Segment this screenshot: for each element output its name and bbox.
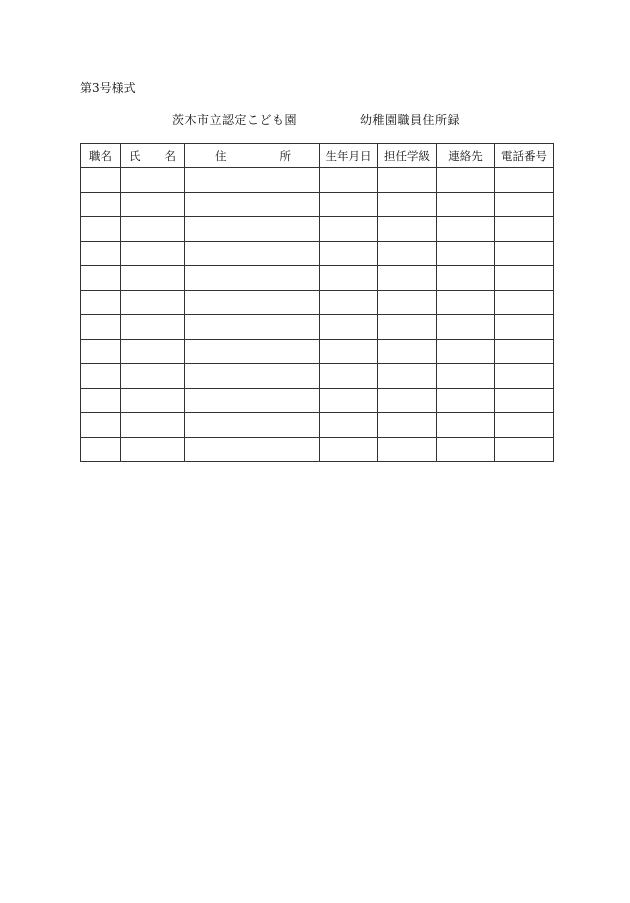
cell-position (81, 437, 121, 462)
cell-contact (437, 290, 495, 315)
cell-name (121, 192, 185, 217)
cell-class-in-charge (378, 413, 437, 438)
cell-contact (437, 217, 495, 242)
header-address-part1: 住 (215, 148, 227, 163)
cell-position (81, 315, 121, 340)
table-row (81, 388, 554, 413)
cell-class-in-charge (378, 168, 437, 193)
header-name-part1: 氏 (129, 148, 141, 163)
cell-class-in-charge (378, 266, 437, 291)
cell-class-in-charge (378, 217, 437, 242)
cell-address (185, 339, 320, 364)
table-row (81, 217, 554, 242)
cell-class-in-charge (378, 241, 437, 266)
cell-phone (495, 290, 554, 315)
cell-contact (437, 413, 495, 438)
cell-position (81, 339, 121, 364)
cell-birth-date (320, 388, 378, 413)
cell-phone (495, 437, 554, 462)
header-birth-date: 生年月日 (320, 144, 378, 168)
cell-contact (437, 388, 495, 413)
cell-birth-date (320, 339, 378, 364)
cell-class-in-charge (378, 315, 437, 340)
cell-address (185, 388, 320, 413)
header-class-in-charge: 担任学級 (378, 144, 437, 168)
cell-name (121, 388, 185, 413)
cell-class-in-charge (378, 290, 437, 315)
table-row (81, 192, 554, 217)
cell-class-in-charge (378, 339, 437, 364)
cell-contact (437, 192, 495, 217)
cell-contact (437, 364, 495, 389)
header-name (121, 144, 185, 168)
table-header-row (81, 144, 554, 168)
cell-address (185, 315, 320, 340)
document-title: 幼稚園職員住所録 (360, 113, 461, 127)
cell-phone (495, 315, 554, 340)
cell-birth-date (320, 290, 378, 315)
cell-name (121, 437, 185, 462)
cell-phone (495, 413, 554, 438)
cell-address (185, 168, 320, 193)
cell-address (185, 192, 320, 217)
cell-phone (495, 388, 554, 413)
cell-class-in-charge (378, 388, 437, 413)
cell-name (121, 290, 185, 315)
cell-address (185, 290, 320, 315)
table-row (81, 413, 554, 438)
table-body (81, 168, 554, 462)
cell-phone (495, 217, 554, 242)
header-name-part2: 名 (164, 148, 176, 163)
cell-class-in-charge (378, 192, 437, 217)
form-number: 第3号様式 (80, 81, 136, 95)
cell-contact (437, 168, 495, 193)
header-contact: 連絡先 (437, 144, 495, 168)
cell-address (185, 437, 320, 462)
cell-phone (495, 192, 554, 217)
cell-address (185, 241, 320, 266)
cell-position (81, 217, 121, 242)
cell-name (121, 266, 185, 291)
cell-contact (437, 437, 495, 462)
cell-birth-date (320, 437, 378, 462)
cell-position (81, 364, 121, 389)
cell-position (81, 290, 121, 315)
header-address (185, 144, 320, 168)
cell-phone (495, 168, 554, 193)
cell-name (121, 339, 185, 364)
table-row (81, 315, 554, 340)
cell-position (81, 266, 121, 291)
cell-name (121, 168, 185, 193)
cell-name (121, 413, 185, 438)
cell-position (81, 241, 121, 266)
cell-phone (495, 241, 554, 266)
staff-address-table (80, 143, 554, 462)
cell-birth-date (320, 217, 378, 242)
header-address-part2: 所 (279, 148, 291, 163)
cell-contact (437, 241, 495, 266)
cell-birth-date (320, 315, 378, 340)
table-row (81, 437, 554, 462)
cell-address (185, 266, 320, 291)
cell-birth-date (320, 266, 378, 291)
cell-position (81, 168, 121, 193)
cell-contact (437, 266, 495, 291)
cell-phone (495, 266, 554, 291)
cell-position (81, 413, 121, 438)
table-row (81, 364, 554, 389)
table-row (81, 266, 554, 291)
table-row (81, 339, 554, 364)
header-position: 職名 (81, 144, 121, 168)
cell-birth-date (320, 413, 378, 438)
cell-address (185, 217, 320, 242)
cell-name (121, 217, 185, 242)
cell-contact (437, 339, 495, 364)
cell-phone (495, 339, 554, 364)
cell-class-in-charge (378, 437, 437, 462)
cell-phone (495, 364, 554, 389)
cell-birth-date (320, 192, 378, 217)
cell-position (81, 388, 121, 413)
school-name: 茨木市立認定こども園 (172, 113, 298, 127)
cell-name (121, 241, 185, 266)
table-row (81, 241, 554, 266)
cell-address (185, 364, 320, 389)
cell-name (121, 364, 185, 389)
cell-birth-date (320, 168, 378, 193)
table-row (81, 290, 554, 315)
cell-address (185, 413, 320, 438)
header-phone: 電話番号 (495, 144, 554, 168)
cell-name (121, 315, 185, 340)
cell-class-in-charge (378, 364, 437, 389)
table-row (81, 168, 554, 193)
cell-birth-date (320, 241, 378, 266)
cell-position (81, 192, 121, 217)
cell-birth-date (320, 364, 378, 389)
cell-contact (437, 315, 495, 340)
